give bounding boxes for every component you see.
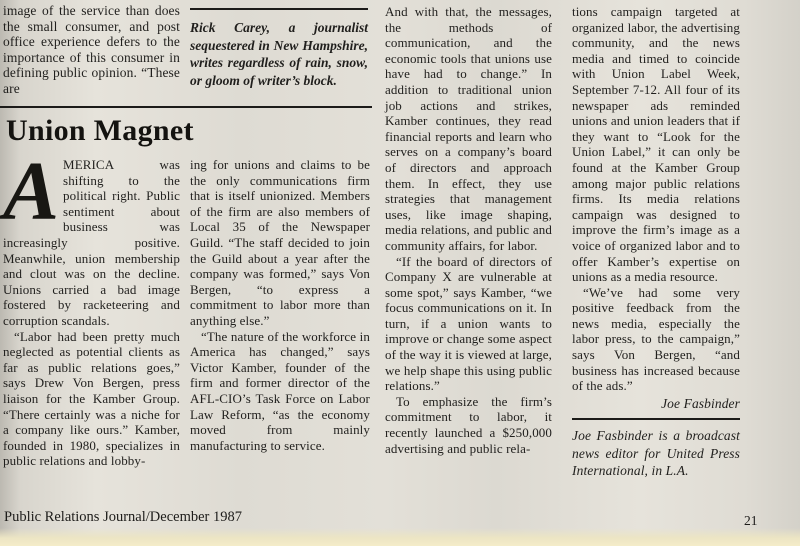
- article-paragraph: And with that, the messages, the methods of communication, and the economic tools that unions use have had to change.” In addition to traditional union job actions and strikes, Kamber continues, they read financial reports and learn who serves on a company’s board of directors and approach them. In effect, they use strategies that management uses, like image shaping, media relations, and public and community affairs, for labor.: [385, 4, 552, 253]
- journal-footer: Public Relations Journal/December 1987: [4, 509, 242, 525]
- article-column-3: [385, 4, 552, 456]
- article-column-4: [572, 4, 740, 480]
- article-headline: Union Magnet: [6, 114, 194, 147]
- article-paragraph: “If the board of directors of Company X are vulnerable at some spot,” says Kamber, “we focus communications on it. In turn, if a union wants to improve or change some aspect of the way it is viewed at large, we help shape this using public relations.”: [385, 253, 552, 394]
- article-column-2: [190, 157, 370, 453]
- article-column-1: [3, 145, 180, 469]
- article-paragraph: “Labor had been pretty much neglected as potential clients as far as public relations goes,” says Drew Von Bergen, press liaison for the Kamber Group. “There certainly was a niche for a company like ours.” Kamber, founded in 1980, specializes in public relations and lobby-: [3, 328, 180, 469]
- article-paragraph: tions campaign targeted at organized labor, the advertising community, and the news media and timed to coincide with Union Label Week, September 7-12. All four of its newspaper ads reminded unions and union leaders that if they want to “Look for the Union Label,” it can only be found at the Kamber Group among major public relations firms. Its media relations campaign was designed to improve the firm’s image as a voice of organized labor and to offer Kamber’s expertise on unions as a media resource.: [572, 4, 740, 285]
- drop-cap: A: [3, 145, 58, 238]
- article-byline: Joe Fasbinder: [661, 395, 740, 411]
- article-text: MERICA was shifting to the political right. Public sentiment about business was increasingly positive. Meanwhile, union membership and clout was on the decline. Unions carried a bad image fostered by racketeering and corruption scandals.: [3, 157, 180, 328]
- article-paragraph: “We’ve had some very positive feedback from the news media, especially the labor press, to the campaign,” says Von Bergen, “and business has increased because of the ads.”: [572, 284, 740, 394]
- scan-bottom-edge: [0, 528, 800, 546]
- article-paragraph: [3, 145, 180, 329]
- page-number: 21: [744, 513, 758, 528]
- section-divider-rule: [0, 106, 372, 108]
- contributor-note-top: [190, 8, 368, 89]
- contributor-note-top-text: Rick Carey, a journalist sequestered in New Hampshire, writes regardless of rain, snow, or gloom of writer’s block.: [190, 20, 368, 88]
- article-paragraph: ing for unions and claims to be the only communications firm that is itself unionized. Members of the firm are also members of Local 35 of the Newspaper Guild. “The staff decided to join the Guild about a year after the company was formed,” says Von Bergen, “to express a commitment to labor more than anything else.”: [190, 157, 370, 328]
- previous-article-column: [3, 3, 180, 97]
- article-paragraph: “The nature of the workforce in America has changed,” says Victor Kamber, founder of the firm and former director of the AFL-CIO’s Task Force on Labor Law Reform, “as the economy moved from mainly manufacturing to service.: [190, 328, 370, 453]
- previous-article-text: image of the service than does the small consumer, and post office experience defers to the importance of this consumer in defining public opinion. “These are: [3, 3, 180, 96]
- article-paragraph: To emphasize the firm’s commitment to labor, it recently launched a $250,000 advertising and public rela-: [385, 393, 552, 456]
- contributor-note-bottom: Joe Fasbinder is a broadcast news editor for United Press International, in L.A.: [572, 418, 740, 480]
